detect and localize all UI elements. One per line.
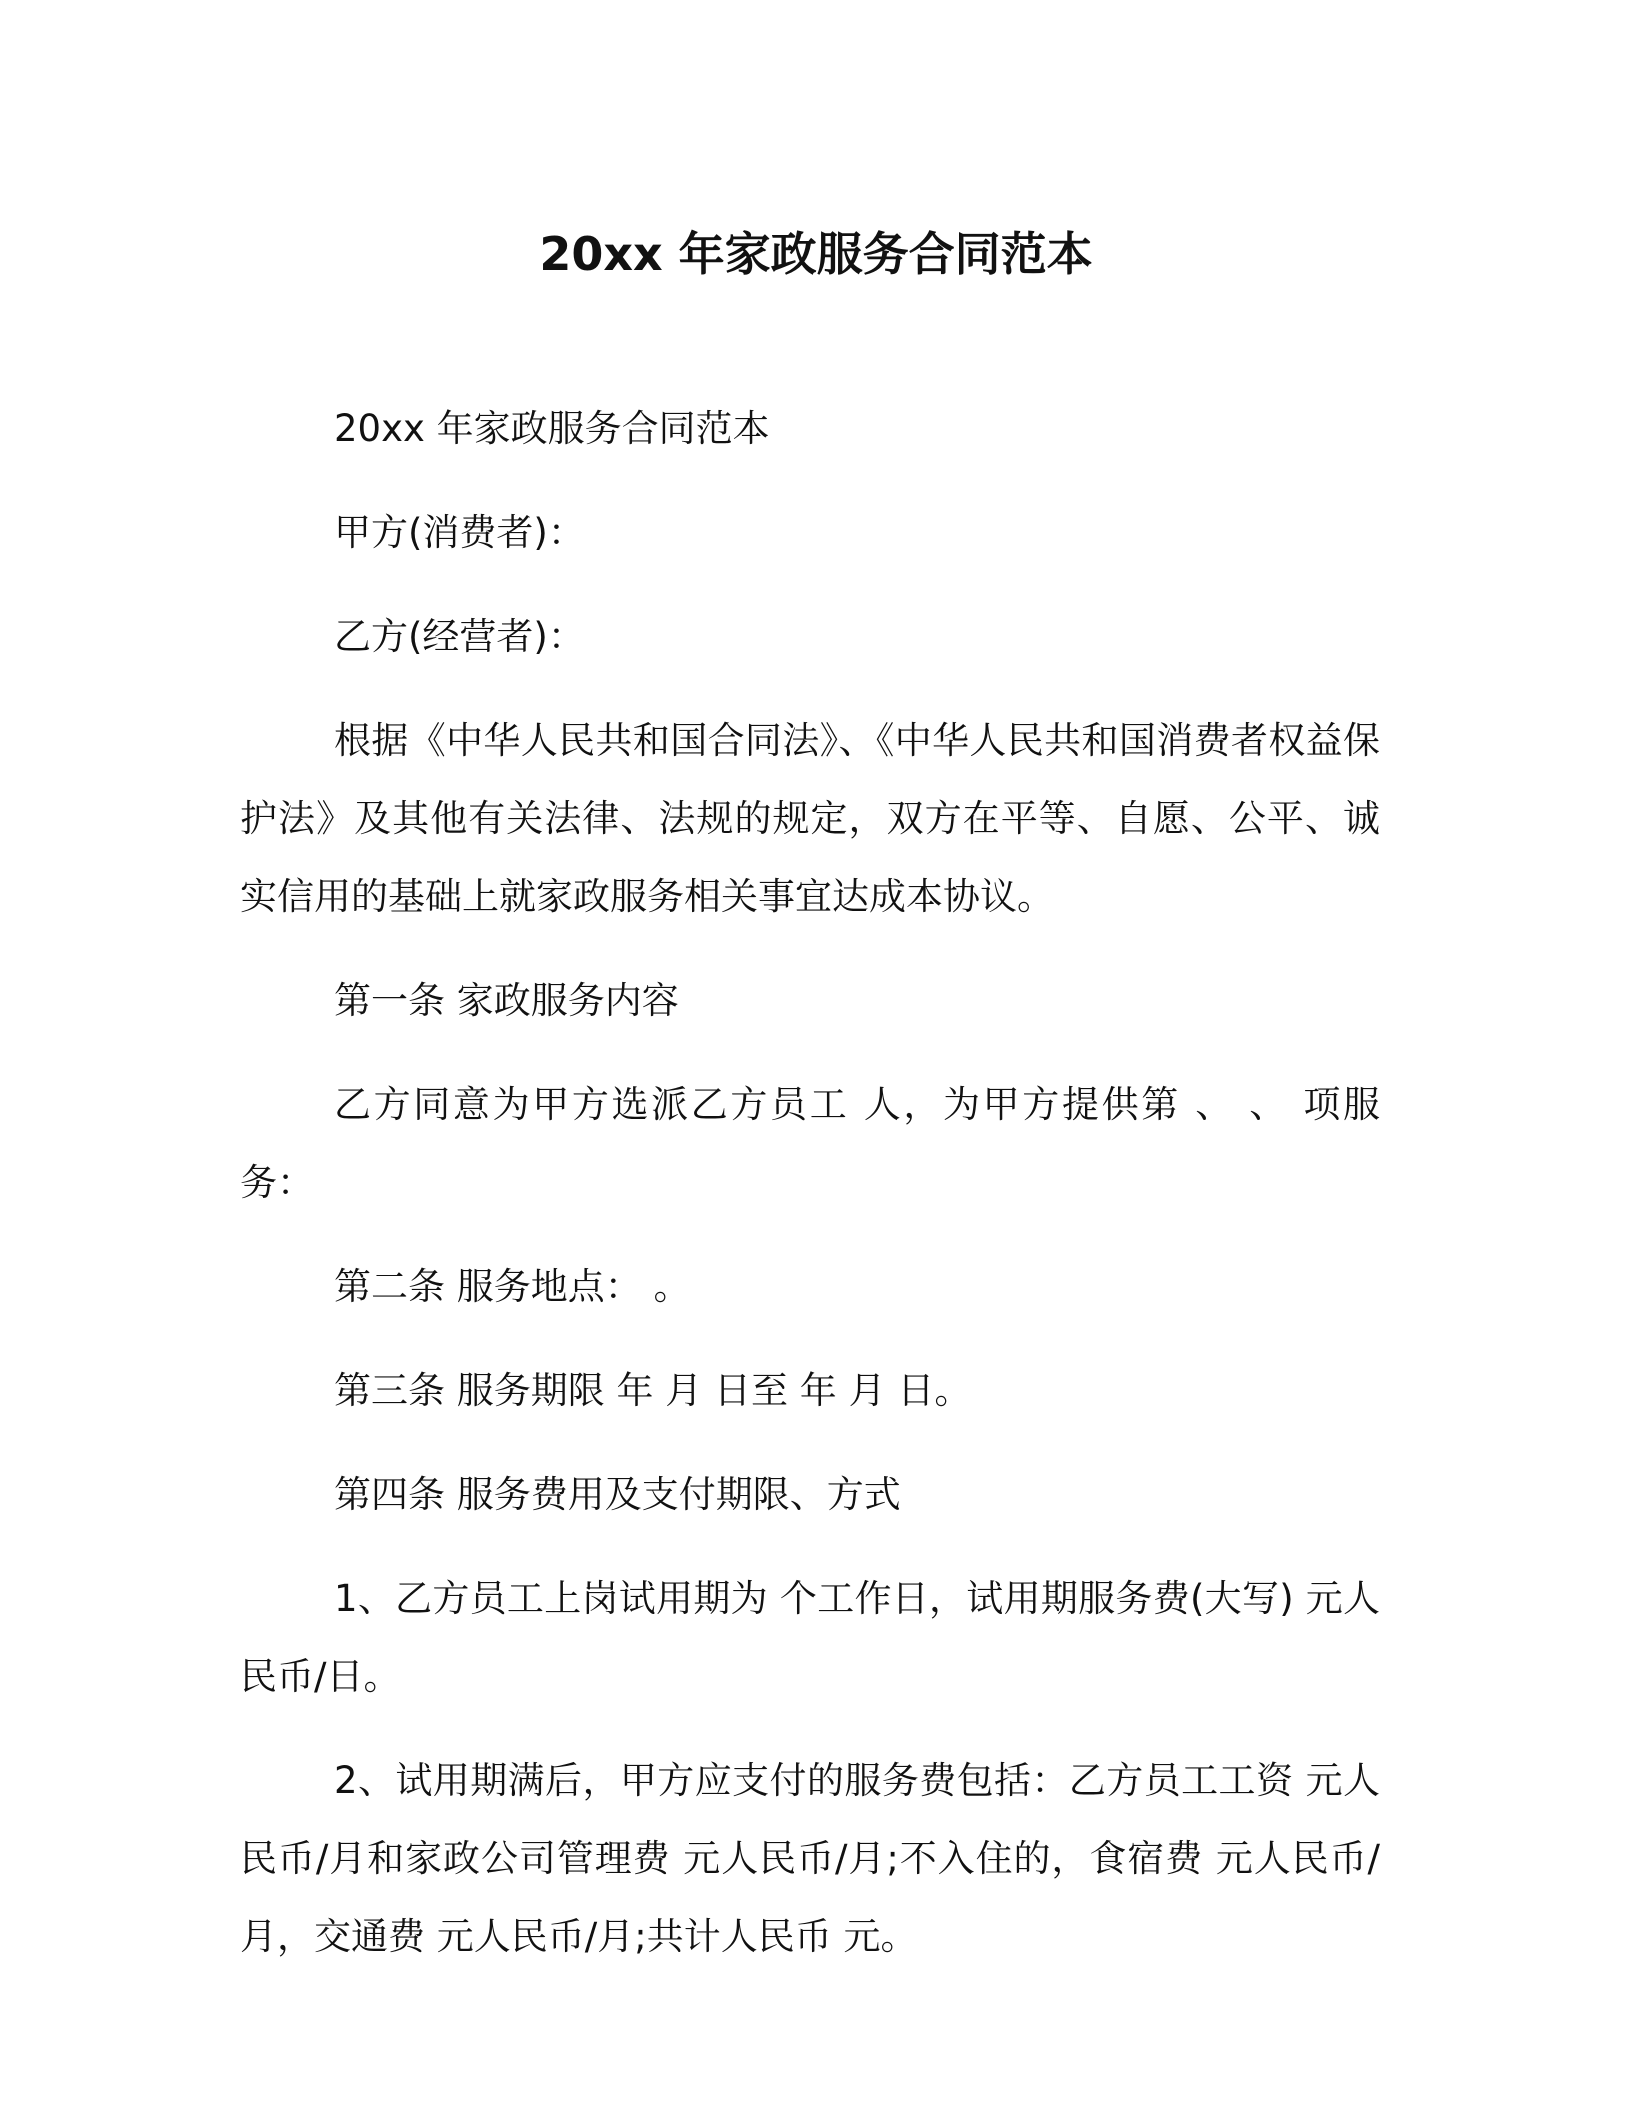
- paragraph-party-b: 乙方(经营者)：: [334, 615, 585, 658]
- paragraph-article-4-item-1: 1、乙方员工上岗试用期为 个工作日，试用期服务费(大写) 元人民币/日。: [240, 1577, 1380, 1698]
- paragraph-legal-basis: 根据《中华人民共和国合同法》、《中华人民共和国消费者权益保护法》及其他有关法律、法规的规定，双方在平等、自愿、公平、诚实信用的基础上就家政服务相关事宜达成本协议。: [240, 719, 1380, 918]
- paragraph-heading: 20xx 年家政服务合同范本: [334, 407, 770, 450]
- paragraph-article-1: 第一条 家政服务内容: [334, 979, 679, 1022]
- paragraph-article-4-item-2: 2、试用期满后，甲方应支付的服务费包括：乙方员工工资 元人民币/月和家政公司管理费 元人民币/月;不入住的，食宿费 元人民币/月，交通费 元人民币/月;共计人民币 元。: [240, 1759, 1380, 1958]
- paragraph-article-1-content: 乙方同意为甲方选派乙方员工 人，为甲方提供第 、 、 项服务：: [240, 1083, 1380, 1204]
- document-body: [240, 390, 1380, 2002]
- paragraph-party-a: 甲方(消费者)：: [334, 511, 585, 554]
- paragraph-article-3: 第三条 服务期限 年 月 日至 年 月 日。: [334, 1369, 972, 1412]
- paragraph-article-2: 第二条 服务地点： 。: [334, 1265, 691, 1308]
- paragraph-article-4: 第四条 服务费用及支付期限、方式: [334, 1473, 901, 1516]
- document-title: 20xx 年家政服务合同范本: [539, 227, 1093, 281]
